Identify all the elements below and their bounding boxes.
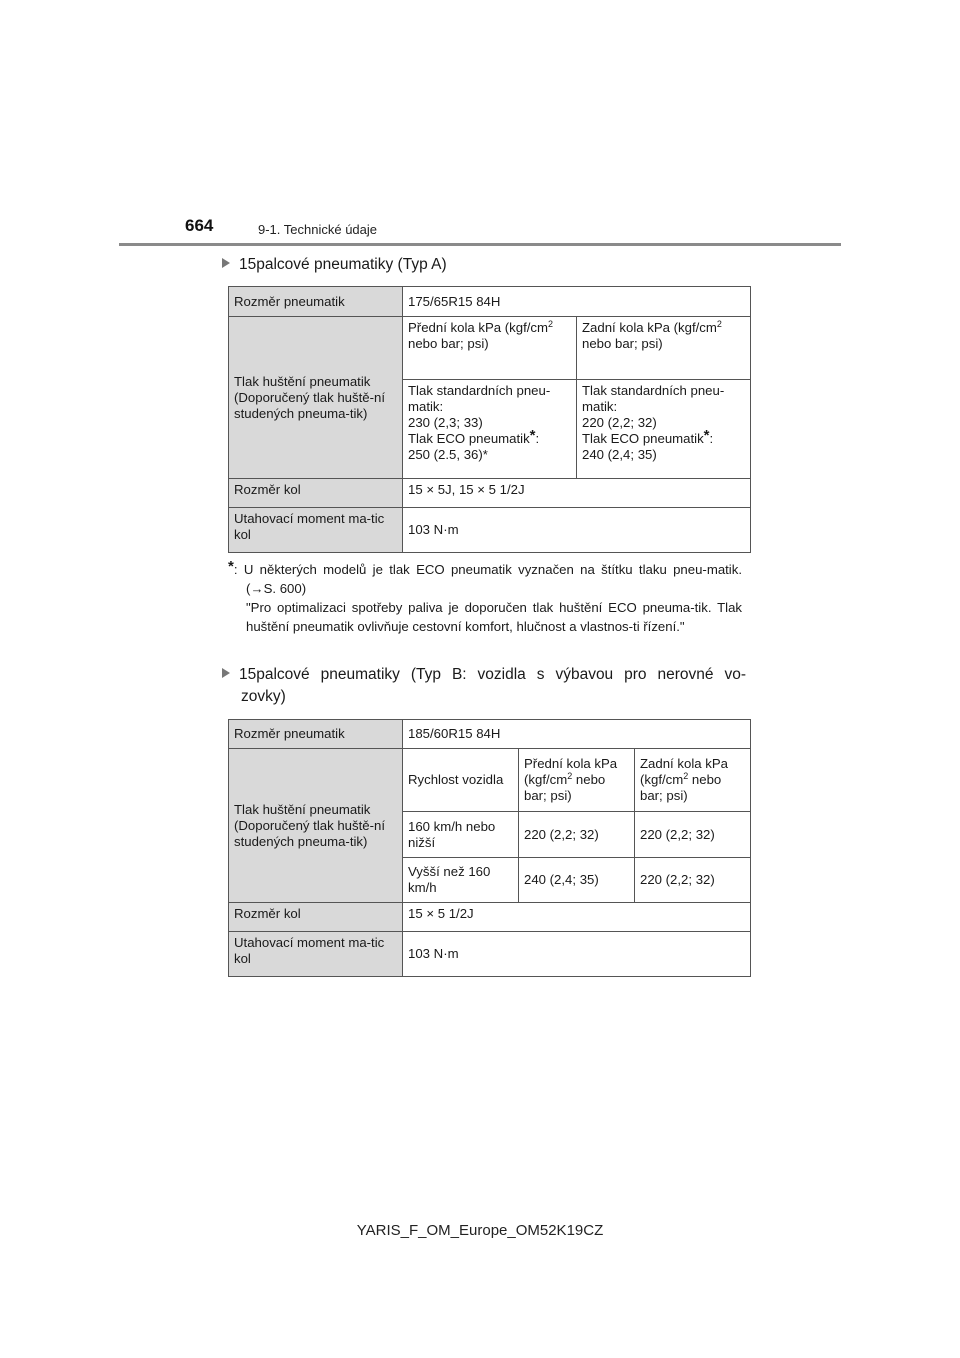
triangle-bullet-icon: [222, 258, 230, 268]
tire-size-label: Rozměr pneumatik: [229, 720, 403, 749]
tire-table-type-a: [228, 286, 751, 553]
pressure-label: Tlak huštění pneumatik (Doporučený tlak huště-ní studených pneuma-tik): [229, 749, 403, 903]
torque-value: 103 N·m: [403, 508, 751, 553]
tire-size-value: 185/60R15 84H: [403, 720, 751, 749]
footnote: *: U některých modelů je tlak ECO pneumatik vyznačen na štítku tlaku pneu-matik. (→S. 600) "Pro optimalizaci spotřeby paliva je doporučen tlak huštění ECO pneuma-tik. Tlak huštění pneumatik ovlivňuje cestovní komfort, hlučnost a vlastnos-ti řízení.": [228, 558, 742, 634]
rear-wheel-header: Zadní kola kPa ($kgf/cm^2$ nebo bar; psi): [635, 749, 751, 812]
heading-type-b: 15palcové pneumatiky (Typ B: vozidla s výbavou pro nerovné vo-: [222, 662, 746, 688]
rear-pressure-values: Tlak standardních pneu-matik: 220 (2,2; 32) Tlak ECO pneumatik*: 240 (2,4; 35): [577, 380, 751, 479]
tire-table-type-b: [228, 719, 751, 977]
rear-pressure-cell: 220 (2,2; 32): [635, 812, 751, 858]
wheel-size-label: Rozměr kol: [229, 479, 403, 508]
front-pressure-cell: 220 (2,2; 32): [519, 812, 635, 858]
torque-label: Utahovací moment ma-tic kol: [229, 932, 403, 977]
heading-type-b-cont: zovky): [241, 688, 286, 705]
document-footer: YARIS_F_OM_Europe_OM52K19CZ: [356, 1222, 604, 1239]
rear-pressure-cell: 220 (2,2; 32): [635, 858, 751, 903]
triangle-bullet-icon: [222, 668, 230, 678]
footnote-marker: *: [228, 558, 234, 575]
speed-cell: Vyšší než 160 km/h: [403, 858, 519, 903]
wheel-size-label: Rozměr kol: [229, 903, 403, 932]
tire-size-label: Rozměr pneumatik: [229, 287, 403, 317]
front-wheel-header: Přední kola kPa ($kgf/cm^2$ nebo bar; psi): [403, 317, 577, 380]
wheel-size-value: 15 × 5J, 15 × 5 1/2J: [403, 479, 751, 508]
front-pressure-cell: 240 (2,4; 35): [519, 858, 635, 903]
front-pressure-values: Tlak standardních pneu-matik: 230 (2,3; 33) Tlak ECO pneumatik*: 250 (2.5, 36)*: [403, 380, 577, 479]
page-number: 664: [185, 216, 214, 235]
tire-size-value: 175/65R15 84H: [403, 287, 751, 317]
speed-header: Rychlost vozidla: [403, 749, 519, 812]
front-wheel-header: Přední kola kPa ($kgf/cm^2$ nebo bar; psi): [519, 749, 635, 812]
torque-label: Utahovací moment ma-tic kol: [229, 508, 403, 553]
rear-wheel-header: Zadní kola kPa ($kgf/cm^2$ nebo bar; psi): [577, 317, 751, 380]
torque-value: 103 N·m: [403, 932, 751, 977]
heading-type-a: 15palcové pneumatiky (Typ A): [222, 252, 447, 278]
header-rule: [119, 243, 841, 246]
pressure-label: Tlak huštění pneumatik (Doporučený tlak huště-ní studených pneuma-tik): [229, 317, 403, 479]
wheel-size-value: 15 × 5 1/2J: [403, 903, 751, 932]
speed-cell: 160 km/h nebo nižší: [403, 812, 519, 858]
section-title: 9-1. Technické údaje: [258, 222, 378, 237]
